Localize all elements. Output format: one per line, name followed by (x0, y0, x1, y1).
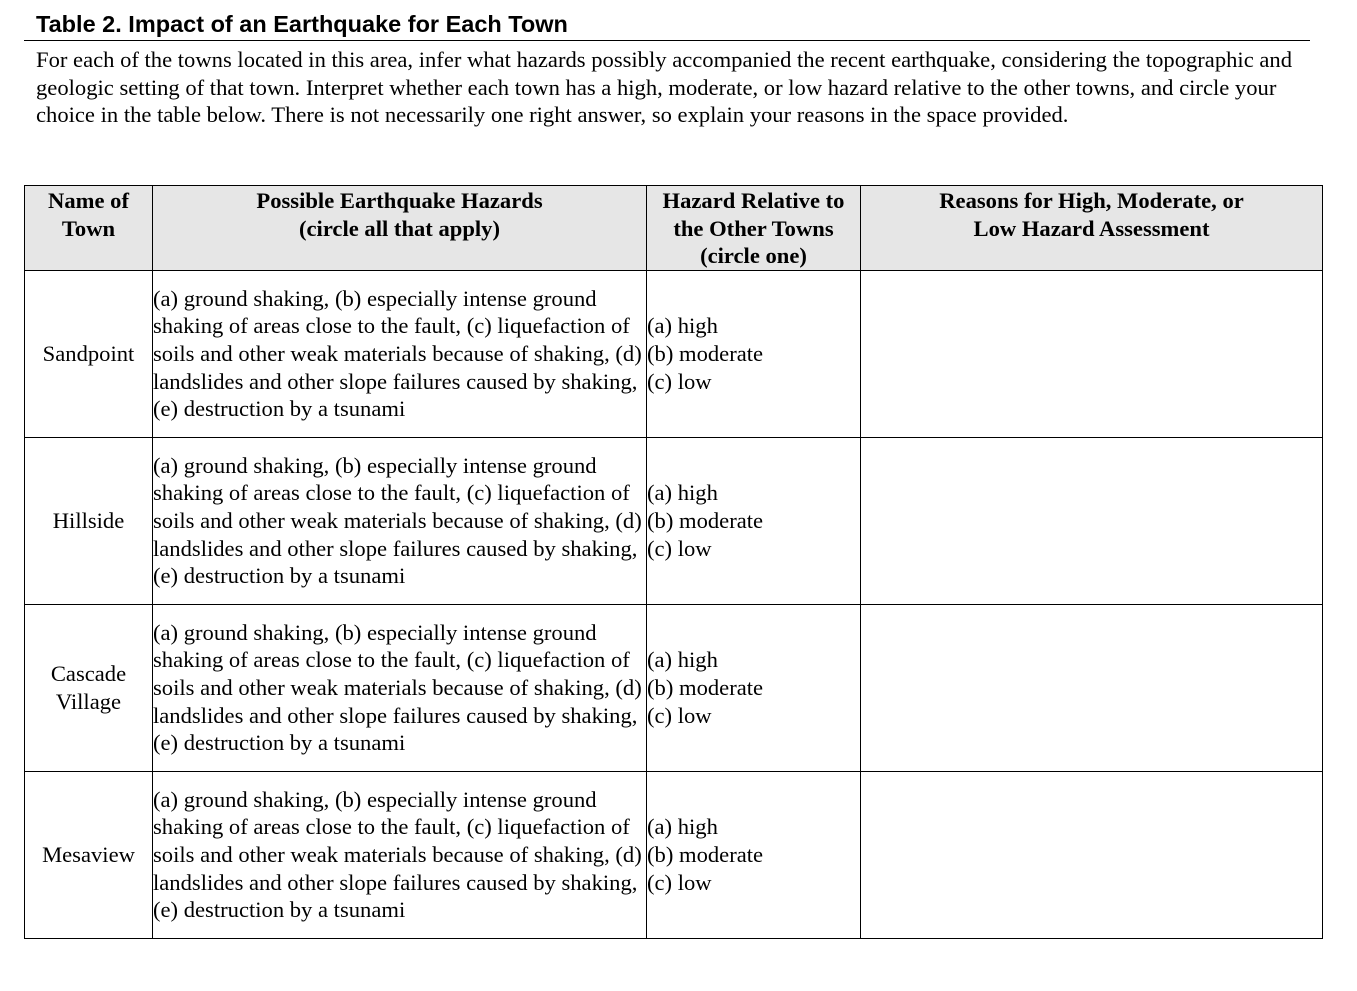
reasons-answer-cell[interactable] (861, 771, 1323, 938)
hazard-options-cell[interactable]: (a) ground shaking, (b) especially intense ground shaking of areas close to the fault, (c) liquefaction of soils and other weak materials because of shaking, (d) landslides and other slope failures caused by shaking, (e) destruction by a tsunami (153, 437, 647, 604)
header-reasons: Reasons for High, Moderate, or Low Hazard Assessment (861, 186, 1323, 271)
level-option-high[interactable]: (a) high (647, 814, 718, 840)
level-option-high[interactable]: (a) high (647, 647, 718, 673)
level-option-moderate[interactable]: (b) moderate (647, 340, 764, 366)
instructions-paragraph: For each of the towns located in this area, infer what hazards possibly accompanied the recent earthquake, considering the topographic and geologic setting of that town. Interpret whether each town has a high, moderate, or low hazard relative to the other towns, and circle your choice in the table below. There is not necessarily one right answer, so explain your reasons in the space provided. (36, 47, 1293, 128)
table-row (25, 437, 1323, 604)
earthquake-impact-table (24, 185, 1323, 939)
level-option-low[interactable]: (c) low (647, 368, 712, 394)
hazard-level-cell[interactable] (647, 771, 861, 938)
hazard-options-cell[interactable]: (a) ground shaking, (b) especially intense ground shaking of areas close to the fault, (c) liquefaction of soils and other weak materials because of shaking, (d) landslides and other slope failures caused by shaking, (e) destruction by a tsunami (153, 604, 647, 771)
town-name-cell: Cascade Village (25, 604, 153, 771)
hazard-options-cell[interactable]: (a) ground shaking, (b) especially intense ground shaking of areas close to the fault, (c) liquefaction of soils and other weak materials because of shaking, (d) landslides and other slope failures caused by shaking, (e) destruction by a tsunami (153, 771, 647, 938)
level-option-high[interactable]: (a) high (647, 313, 718, 339)
town-name-cell: Mesaview (25, 771, 153, 938)
town-name-cell: Hillside (25, 437, 153, 604)
header-town-name: Name of Town (25, 186, 153, 271)
level-option-low[interactable]: (c) low (647, 535, 712, 561)
level-option-moderate[interactable]: (b) moderate (647, 507, 764, 533)
level-option-low[interactable]: (c) low (647, 869, 712, 895)
table-title: Table 2. Impact of an Earthquake for Each Town (24, 8, 1310, 41)
table-row (25, 604, 1323, 771)
header-hazard-relative: Hazard Relative to the Other Towns (circle one) (647, 186, 861, 271)
hazard-level-cell[interactable] (647, 604, 861, 771)
reasons-answer-cell[interactable] (861, 270, 1323, 437)
reasons-answer-cell[interactable] (861, 604, 1323, 771)
hazard-level-cell[interactable] (647, 437, 861, 604)
level-option-moderate[interactable]: (b) moderate (647, 841, 764, 867)
town-name-cell: Sandpoint (25, 270, 153, 437)
table-row (25, 771, 1323, 938)
hazard-level-cell[interactable] (647, 270, 861, 437)
header-possible-hazards: Possible Earthquake Hazards (circle all that apply) (153, 186, 647, 271)
level-option-low[interactable]: (c) low (647, 702, 712, 728)
hazard-options-cell[interactable]: (a) ground shaking, (b) especially intense ground shaking of areas close to the fault, (c) liquefaction of soils and other weak materials because of shaking, (d) landslides and other slope failures caused by shaking, (e) destruction by a tsunami (153, 270, 647, 437)
level-option-high[interactable]: (a) high (647, 480, 718, 506)
header-row (25, 186, 1323, 271)
reasons-answer-cell[interactable] (861, 437, 1323, 604)
level-option-moderate[interactable]: (b) moderate (647, 674, 764, 700)
table-row (25, 270, 1323, 437)
